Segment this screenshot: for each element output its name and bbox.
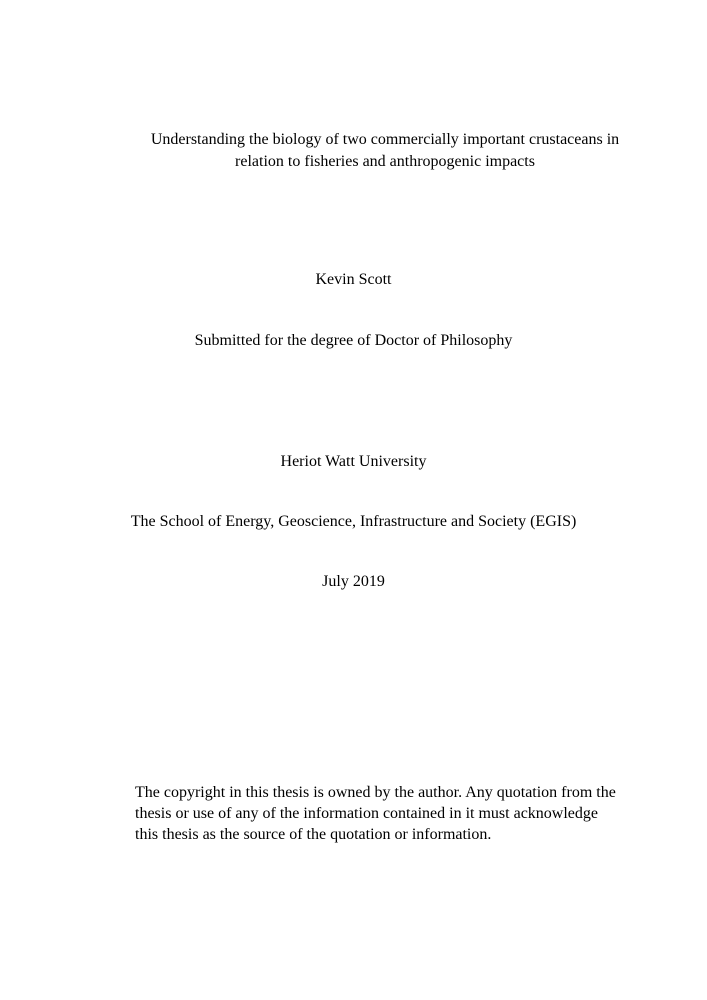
copyright-line-3: this thesis as the source of the quotation or information.	[135, 826, 492, 843]
thesis-title	[135, 129, 635, 173]
copyright-line-1: The copyright in this thesis is owned by the author. Any quotation from the	[135, 784, 616, 801]
author-name: Kevin Scott	[315, 271, 392, 288]
university-name: Heriot Watt University	[280, 453, 427, 470]
submission-date: July 2019	[322, 573, 385, 590]
school-name: The School of Energy, Geoscience, Infrastructure and Society (EGIS)	[130, 513, 577, 530]
thesis-title-line-1: Understanding the biology of two commercially important crustaceans in	[150, 131, 620, 148]
degree-statement: Submitted for the degree of Doctor of Philosophy	[194, 332, 513, 349]
copyright-line-2: thesis or use of any of the information contained in it must acknowledge	[135, 805, 598, 822]
thesis-title-line-2: relation to fisheries and anthropogenic impacts	[235, 153, 535, 170]
copyright-notice	[135, 782, 655, 845]
